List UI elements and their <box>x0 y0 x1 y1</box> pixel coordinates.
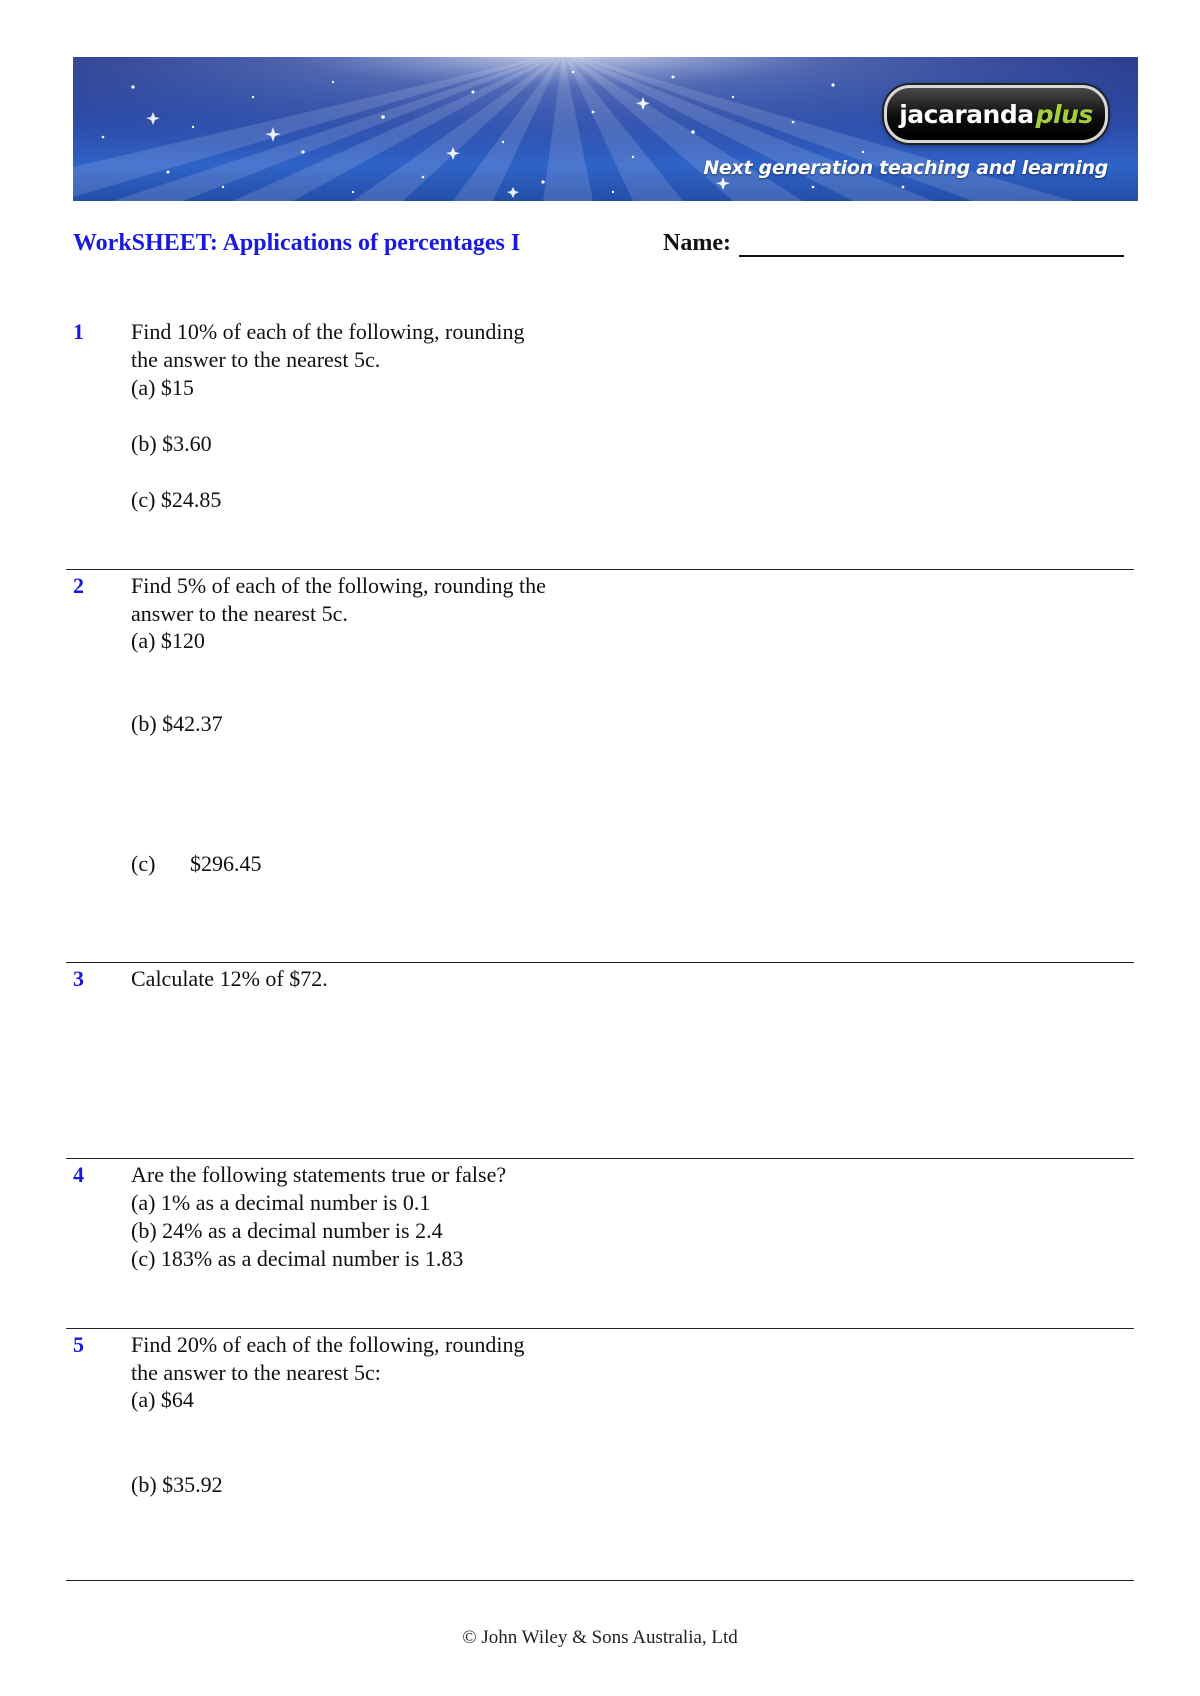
question-5-prompt-cont: the answer to the nearest 5c: <box>131 1360 381 1385</box>
question-4-number: 4 <box>73 1162 84 1187</box>
jacaranda-plus-logo <box>884 85 1108 143</box>
divider <box>66 1158 1134 1159</box>
question-2-prompt: Find 5% of each of the following, rounding the <box>131 573 546 598</box>
question-1-number: 1 <box>73 319 84 344</box>
question-1-part-b: (b) $3.60 <box>131 431 212 456</box>
name-field[interactable] <box>663 230 1124 257</box>
question-2-prompt-cont: answer to the nearest 5c. <box>131 601 348 626</box>
divider <box>66 1328 1134 1329</box>
logo-text: jacaranda <box>899 99 1034 129</box>
question-3-prompt: Calculate 12% of $72. <box>131 966 328 991</box>
logo-accent-text: plus <box>1035 99 1093 129</box>
question-5-part-a: (a) $64 <box>131 1387 194 1412</box>
question-3-number: 3 <box>73 966 84 991</box>
divider <box>66 569 1134 570</box>
question-1-part-a: (a) $15 <box>131 375 194 400</box>
question-2-part-a: (a) $120 <box>131 628 205 653</box>
question-1-prompt: Find 10% of each of the following, rounding <box>131 319 525 344</box>
name-label: Name: <box>663 230 731 256</box>
question-5-part-b: (b) $35.92 <box>131 1472 223 1497</box>
banner-tagline: Next generation teaching and learning <box>703 157 1108 179</box>
divider <box>66 962 1134 963</box>
divider <box>66 1580 1134 1581</box>
question-4-part-b: (b) 24% as a decimal number is 2.4 <box>131 1218 443 1243</box>
worksheet-title: WorkSHEET: Applications of percentages I <box>73 230 521 256</box>
question-1-part-c: (c) $24.85 <box>131 487 222 512</box>
question-4-part-a: (a) 1% as a decimal number is 0.1 <box>131 1190 431 1215</box>
question-2-number: 2 <box>73 573 84 598</box>
copyright-footer: © John Wiley & Sons Australia, Ltd <box>462 1627 738 1648</box>
question-2-part-b: (b) $42.37 <box>131 711 223 736</box>
header-banner <box>73 57 1138 201</box>
question-4-part-c: (c) 183% as a decimal number is 1.83 <box>131 1246 464 1271</box>
question-2-part-c-label: (c) <box>131 851 156 876</box>
question-4-prompt: Are the following statements true or false? <box>131 1162 507 1187</box>
question-5-prompt: Find 20% of each of the following, rounding <box>131 1332 525 1357</box>
question-5-number: 5 <box>73 1332 84 1357</box>
name-blank-line[interactable] <box>739 233 1124 257</box>
question-2-part-c-value: $296.45 <box>190 851 262 876</box>
question-1-prompt-cont: the answer to the nearest 5c. <box>131 347 381 372</box>
